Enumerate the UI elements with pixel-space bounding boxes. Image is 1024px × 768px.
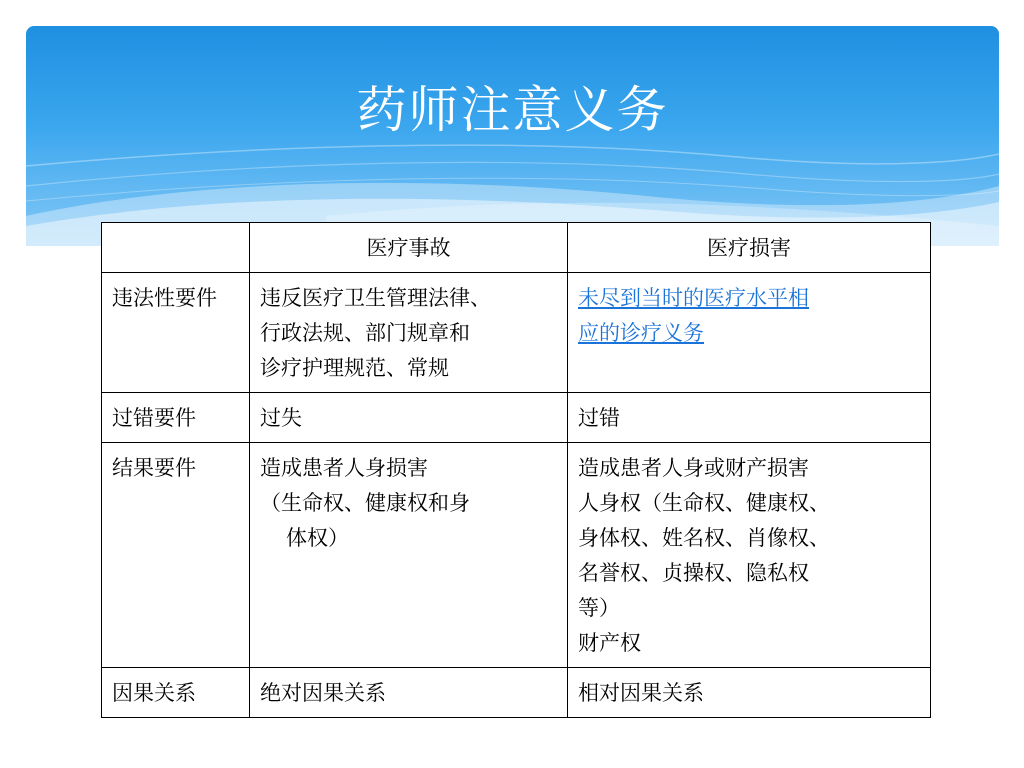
cell-line: 诊疗护理规范、常规 [260, 356, 449, 380]
cell-line: 体权） [286, 526, 349, 550]
cell-line: （生命权、健康权和身 [260, 491, 470, 515]
row-label-causation: 因果关系 [102, 668, 250, 718]
link-line: 应的诊疗义务 [578, 321, 704, 345]
header-medical-damage: 医疗损害 [568, 223, 931, 273]
cell-line: 行政法规、部门规章和 [260, 321, 470, 345]
cell-line: 造成患者人身损害 [260, 456, 428, 480]
cell-line: 名誉权、贞操权、隐私权 [578, 561, 809, 585]
cell-causation-accident: 绝对因果关系 [250, 668, 568, 718]
table-row [102, 668, 931, 718]
cell-illegality-accident [250, 273, 568, 393]
table-row [102, 443, 931, 668]
cell-fault-damage: 过错 [568, 393, 931, 443]
cell-line: 财产权 [578, 631, 641, 655]
cell-line: 违反医疗卫生管理法律、 [260, 286, 491, 310]
cell-line: 等） [578, 596, 620, 620]
slide-title: 药师注意义务 [356, 81, 669, 139]
table-row [102, 393, 931, 443]
cell-line: 人身权（生命权、健康权、 [578, 491, 830, 515]
row-label-result: 结果要件 [102, 443, 250, 668]
header-medical-accident: 医疗事故 [250, 223, 568, 273]
cell-line: 身体权、姓名权、肖像权、 [578, 526, 830, 550]
table-header-row [102, 223, 931, 273]
cell-result-accident [250, 443, 568, 668]
cell-result-damage [568, 443, 931, 668]
header-blank-cell [102, 223, 250, 273]
link-line: 未尽到当时的医疗水平相 [578, 286, 809, 310]
table-row [102, 273, 931, 393]
cell-causation-damage: 相对因果关系 [568, 668, 931, 718]
row-label-fault: 过错要件 [102, 393, 250, 443]
comparison-table [101, 222, 931, 718]
duty-of-care-link[interactable] [578, 281, 920, 351]
cell-fault-accident: 过失 [250, 393, 568, 443]
row-label-illegality: 违法性要件 [102, 273, 250, 393]
cell-line: 造成患者人身或财产损害 [578, 456, 809, 480]
cell-illegality-damage [568, 273, 931, 393]
